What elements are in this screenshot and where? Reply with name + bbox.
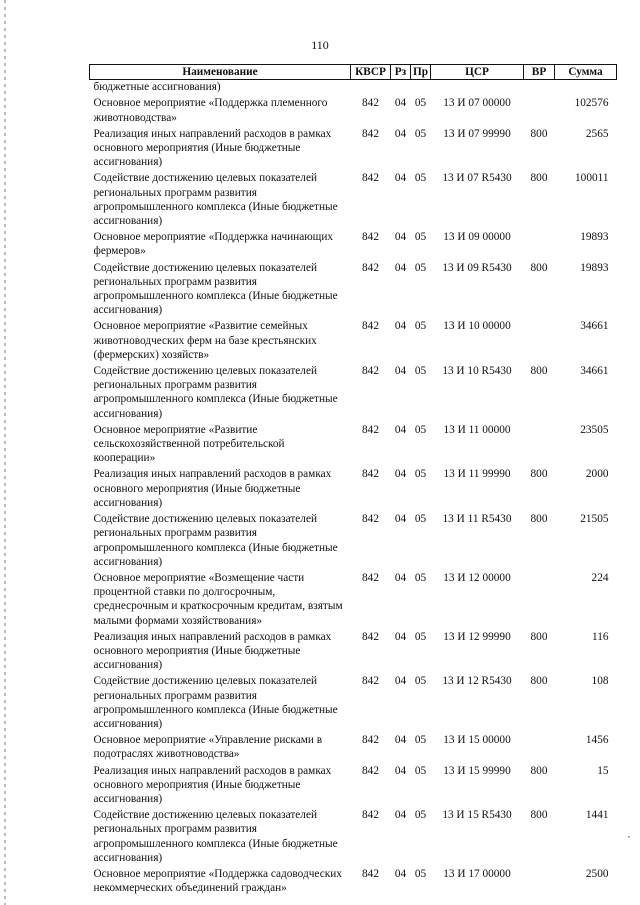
scan-speck: [628, 836, 630, 838]
table-row: [90, 762, 617, 807]
table-row: [90, 80, 617, 95]
row-pr: 05: [414, 365, 427, 378]
row-kvsr: 842: [362, 764, 379, 777]
row-name: Реализация иных направлений расходов в рамках основного мероприятия (Иные бюджетные ассигнования): [93, 127, 332, 169]
row-name: Реализация иных направлений расходов в рамках основного мероприятия (Иные бюджетные ассигнования): [93, 764, 332, 805]
table-row: [90, 317, 617, 362]
row-rz: 04: [394, 734, 407, 747]
row-kvsr: 842: [362, 97, 379, 110]
row-kvsr: 842: [362, 675, 379, 688]
row-rz: 04: [394, 172, 407, 185]
row-csr: 13 И 12 99990: [443, 630, 511, 643]
row-kvsr: 842: [362, 261, 379, 274]
row-sum: 1456: [585, 734, 609, 747]
row-sum: 21505: [580, 513, 609, 526]
row-name: Основное мероприятие «Поддержка садоводческих некоммерческих объединений граждан»: [93, 867, 342, 895]
row-pr: 05: [414, 809, 427, 822]
row-pr: 05: [414, 571, 427, 584]
row-name: Содействие достижению целевых показателей региональных программ развития агропромышленного комплекса (Иные бюджетные ассигнования): [93, 809, 338, 864]
header-rz: Рз: [391, 65, 411, 80]
row-vr: 800: [530, 630, 548, 643]
row-rz: 04: [394, 764, 407, 777]
row-sum: 19893: [580, 261, 609, 274]
row-rz: 04: [394, 365, 407, 378]
row-pr: 05: [414, 468, 427, 481]
row-kvsr: 842: [362, 423, 379, 436]
row-sum: 116: [591, 630, 609, 643]
row-vr: 800: [530, 468, 548, 481]
row-csr: 13 И 15 00000: [443, 734, 511, 747]
row-rz: 04: [394, 320, 407, 333]
row-rz: 04: [394, 468, 407, 481]
row-vr: [524, 80, 555, 95]
row-rz: 04: [394, 423, 407, 436]
table-row: [90, 362, 617, 421]
row-name: Реализация иных направлений расходов в рамках основного мероприятия (Иные бюджетные ассигнования): [93, 468, 332, 509]
table-row: [90, 628, 617, 673]
page-number: 110: [311, 38, 329, 52]
row-rz: 04: [394, 261, 407, 274]
row-csr: 13 И 07 99990: [443, 127, 511, 140]
row-sum: 34661: [580, 320, 609, 333]
row-vr: 800: [530, 675, 548, 688]
row-rz: 04: [394, 231, 407, 244]
row-vr: 800: [530, 127, 548, 140]
row-csr: 13 И 15 99990: [443, 764, 511, 777]
row-rz: 04: [394, 513, 407, 526]
row-vr: 800: [530, 172, 548, 185]
row-sum: 108: [591, 675, 609, 688]
row-vr: [524, 317, 555, 362]
row-sum: 102576: [574, 97, 609, 110]
row-sum: 2000: [585, 468, 609, 481]
row-rz: 04: [394, 675, 407, 688]
header-sum: Сумма: [555, 65, 617, 80]
row-kvsr: [351, 80, 391, 95]
table-row: [90, 465, 617, 510]
row-rz: 04: [394, 867, 407, 880]
row-csr: 13 И 10 R5430: [442, 365, 512, 378]
row-vr: 800: [530, 809, 548, 822]
table-row: [90, 510, 617, 569]
row-kvsr: 842: [362, 231, 379, 244]
table-row: [90, 569, 617, 628]
row-name: Основное мероприятие «Возмещение части процентной ставки по долгосрочным, среднесрочным и краткосрочным кредитам, взятым малыми формами хозяйствования»: [93, 571, 343, 627]
row-kvsr: 842: [362, 127, 379, 140]
row-sum: 15: [597, 764, 609, 777]
row-rz: 04: [394, 97, 407, 110]
header-pr: Пр: [411, 65, 431, 80]
header-kvsr: КВСР: [351, 65, 391, 80]
row-kvsr: 842: [362, 320, 379, 333]
row-kvsr: 842: [362, 513, 379, 526]
row-pr: 05: [414, 320, 427, 333]
row-name: Основное мероприятие «Поддержка племенного животноводства»: [93, 97, 328, 124]
row-kvsr: 842: [362, 630, 379, 643]
row-vr: [524, 94, 555, 124]
row-name: Основное мероприятие «Развитие семейных животноводческих ферм на базе крестьянских (фермерских) хозяйств»: [93, 320, 317, 361]
row-pr: 05: [414, 513, 427, 526]
row-pr: 05: [414, 127, 427, 140]
row-csr: 13 И 11 R5430: [442, 513, 512, 526]
row-pr: 05: [414, 867, 427, 880]
table-row: [90, 228, 617, 258]
row-csr: 13 И 12 R5430: [442, 675, 512, 688]
row-sum: [555, 80, 617, 95]
row-kvsr: 842: [362, 365, 379, 378]
row-rz: 04: [394, 809, 407, 822]
table-row: [90, 672, 617, 731]
header-vr: ВР: [524, 65, 555, 80]
row-name: Содействие достижению целевых показателей региональных программ развития агропромышленного комплекса (Иные бюджетные ассигнования): [93, 172, 338, 228]
header-name: Наименование: [90, 65, 351, 80]
row-kvsr: 842: [362, 809, 379, 822]
row-vr: 800: [530, 261, 548, 274]
row-name: Основное мероприятие «Поддержка начинающих фермеров»: [93, 231, 334, 258]
row-sum: 100011: [575, 172, 609, 185]
row-csr: 13 И 11 99990: [443, 468, 511, 481]
row-pr: 05: [414, 172, 427, 185]
row-sum: 34661: [580, 365, 609, 378]
table-row: [90, 865, 617, 895]
row-pr: 05: [414, 675, 427, 688]
row-csr: 13 И 11 00000: [443, 423, 511, 436]
row-vr: 800: [530, 513, 548, 526]
row-vr: 800: [530, 764, 548, 777]
row-vr: [524, 421, 555, 466]
row-csr: 13 И 12 00000: [443, 571, 511, 584]
row-pr: 05: [414, 423, 427, 436]
row-pr: 05: [414, 231, 427, 244]
row-name: Содействие достижению целевых показателей региональных программ развития агропромышленного комплекса (Иные бюджетные ассигнования): [93, 513, 338, 568]
row-name: бюджетные ассигнования): [93, 81, 221, 94]
row-vr: [524, 731, 555, 761]
row-vr: [524, 865, 555, 895]
row-name: Содействие достижению целевых показателей региональных программ развития агропромышленного комплекса (Иные бюджетные ассигнования): [93, 675, 338, 730]
header-csr: ЦСР: [431, 65, 524, 80]
row-csr: 13 И 07 00000: [443, 97, 511, 110]
row-csr: 13 И 09 R5430: [442, 261, 512, 274]
scan-left-edge: [4, 0, 6, 905]
row-kvsr: 842: [362, 867, 379, 880]
row-kvsr: 842: [362, 734, 379, 747]
row-csr: 13 И 17 00000: [443, 867, 511, 880]
row-sum: 224: [591, 571, 609, 584]
row-sum: 2565: [585, 127, 609, 140]
row-kvsr: 842: [362, 468, 379, 481]
row-pr: 05: [414, 97, 427, 110]
row-name: Основное мероприятие «Управление рисками в подотраслях животноводства»: [93, 734, 323, 761]
row-vr: [524, 569, 555, 628]
row-csr: 13 И 07 R5430: [442, 172, 512, 185]
table-row: [90, 421, 617, 466]
row-kvsr: 842: [362, 172, 379, 185]
table-row: [90, 94, 617, 124]
row-name: Содействие достижению целевых показателей региональных программ развития агропромышленного комплекса (Иные бюджетные ассигнования): [93, 261, 338, 317]
row-rz: 04: [394, 630, 407, 643]
row-sum: 19893: [580, 231, 609, 244]
row-name: Реализация иных направлений расходов в рамках основного мероприятия (Иные бюджетные ассигнования): [93, 630, 332, 672]
row-rz: [391, 80, 411, 95]
row-csr: [431, 80, 524, 95]
row-csr: 13 И 10 00000: [443, 320, 511, 333]
table-header-row: [90, 65, 617, 80]
row-kvsr: 842: [362, 571, 379, 584]
row-name: Основное мероприятие «Развитие сельскохозяйственной потребительской кооперации»: [93, 423, 285, 465]
table-row: [90, 731, 617, 761]
table-row: [90, 125, 617, 170]
row-rz: 04: [394, 127, 407, 140]
row-csr: 13 И 15 R5430: [442, 809, 512, 822]
row-csr: 13 И 09 00000: [443, 231, 511, 244]
table-row: [90, 259, 617, 318]
row-pr: 05: [414, 261, 427, 274]
table-row: [90, 806, 617, 865]
budget-table: [89, 64, 617, 895]
row-pr: 05: [414, 764, 427, 777]
row-pr: [411, 80, 431, 95]
row-sum: 23505: [580, 423, 609, 436]
row-rz: 04: [394, 571, 407, 584]
row-vr: [524, 228, 555, 258]
table-row: [90, 169, 617, 228]
row-sum: 2500: [585, 867, 609, 880]
row-vr: 800: [530, 365, 548, 378]
row-name: Содействие достижению целевых показателей региональных программ развития агропромышленного комплекса (Иные бюджетные ассигнования): [93, 365, 338, 420]
row-sum: 1441: [585, 809, 609, 822]
row-pr: 05: [414, 734, 427, 747]
row-pr: 05: [414, 630, 427, 643]
